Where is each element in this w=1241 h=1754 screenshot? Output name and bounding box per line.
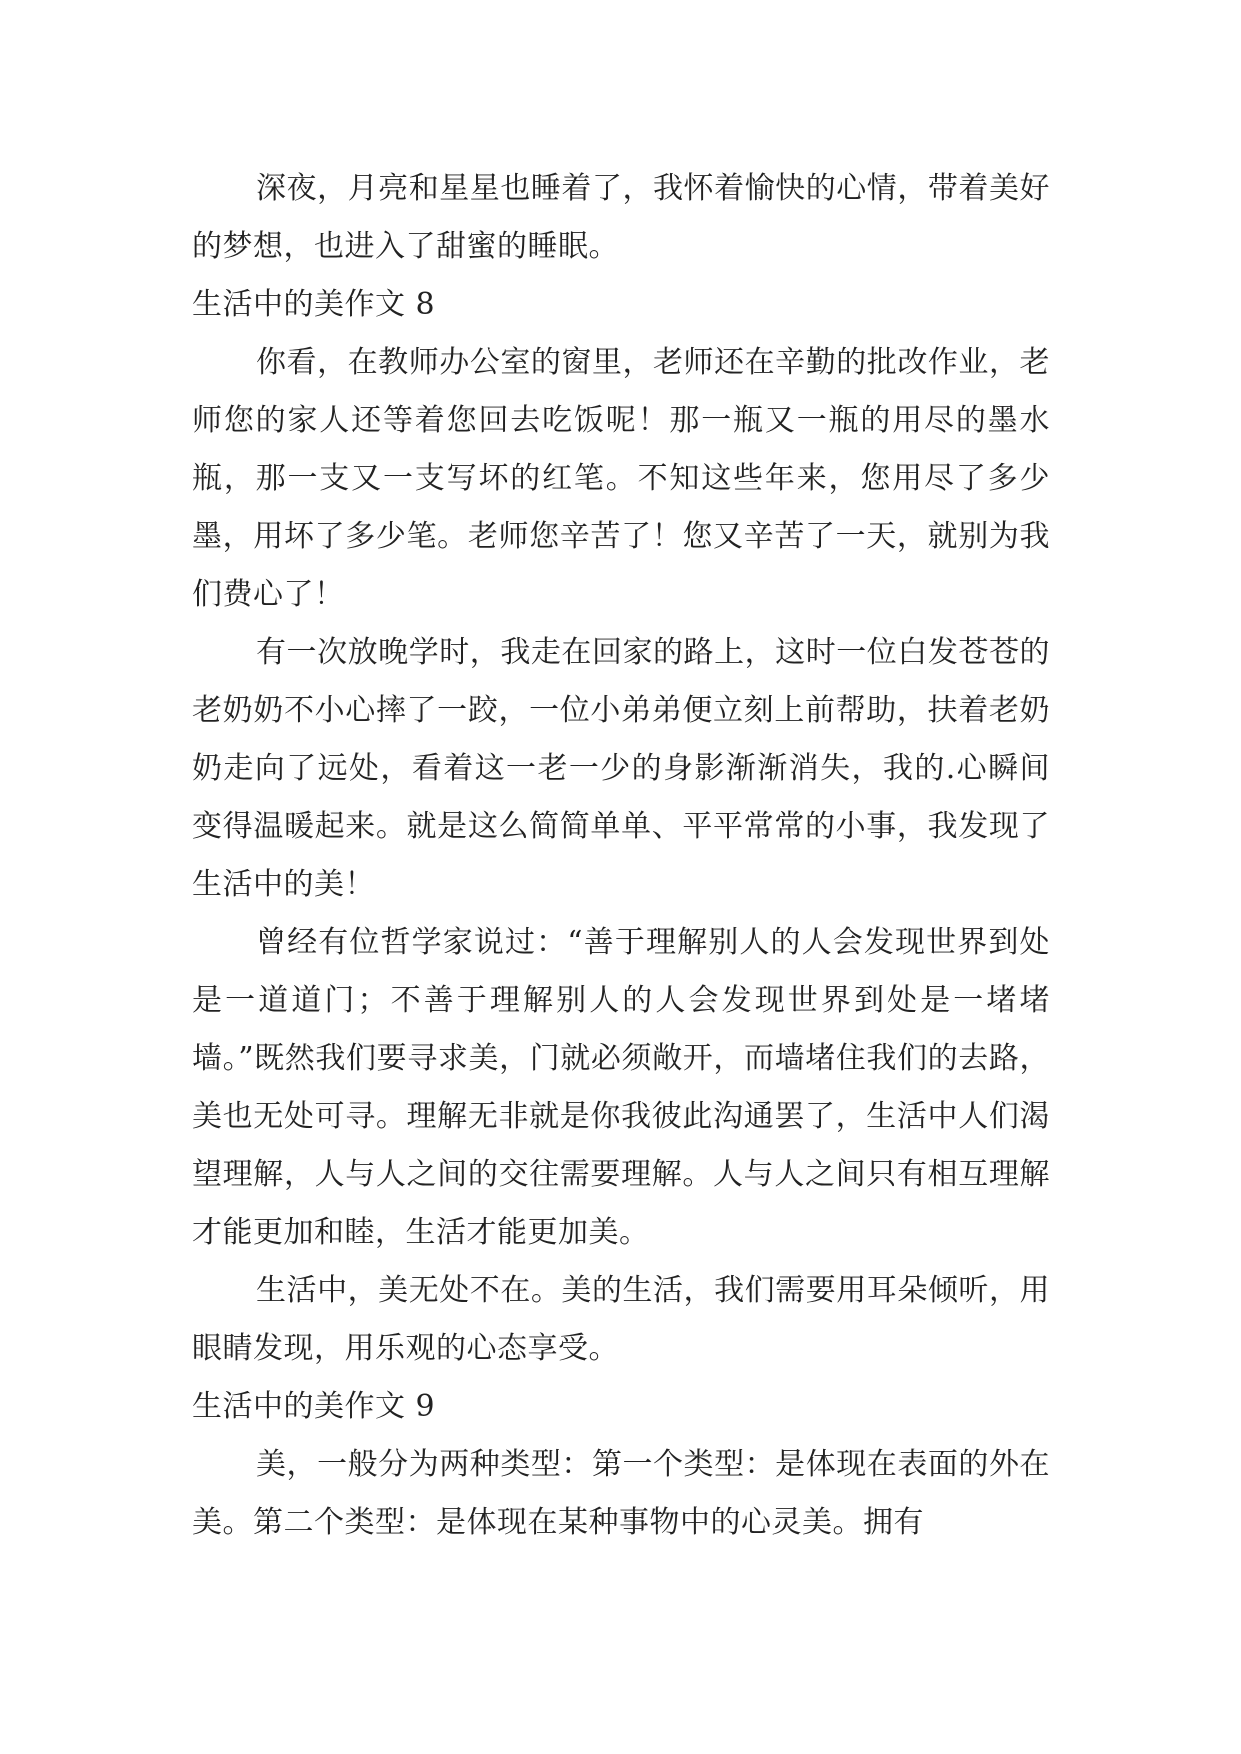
paragraph: 深夜，月亮和星星也睡着了，我怀着愉快的心情，带着美好的梦想，也进入了甜蜜的睡眠。 — [192, 171, 1050, 264]
paragraph: 曾经有位哲学家说过：“善于理解别人的人会发现世界到处是一道道门；不善于理解别人的人会发现世界到处是一堵堵墙。”既然我们要寻求美，门就必须敞开，而墙堵住我们的去路，美也无处可寻。理解无非就是你我彼此沟通罢了，生活中人们渴望理解，人与人之间的交往需要理解。人与人之间只有相互理解才能更加和睦，生活才能更加美。 — [192, 925, 1050, 1250]
paragraph: 生活中，美无处不在。美的生活，我们需要用耳朵倾听，用眼睛发现，用乐观的心态享受。 — [192, 1273, 1050, 1366]
paragraph: 你看，在教师办公室的窗里，老师还在辛勤的批改作业，老师您的家人还等着您回去吃饭呢！那一瓶又一瓶的用尽的墨水瓶，那一支又一支写坏的红笔。不知这些年来，您用尽了多少墨，用坏了多少笔。老师您辛苦了！您又辛苦了一天，就别为我们费心了！ — [192, 345, 1050, 612]
essay-heading: 生活中的美作文 9 — [192, 1389, 436, 1424]
paragraph: 有一次放晚学时，我走在回家的路上，这时一位白发苍苍的老奶奶不小心摔了一跤，一位小弟弟便立刻上前帮助，扶着老奶奶走向了远处，看着这一老一少的身影渐渐消失，我的.心瞬间变得温暖起来。就是这么简简单单、平平常常的小事，我发现了生活中的美！ — [192, 635, 1050, 902]
document-body — [192, 160, 1050, 1552]
essay-heading: 生活中的美作文 8 — [192, 287, 436, 322]
paragraph: 美，一般分为两种类型：第一个类型：是体现在表面的外在美。第二个类型：是体现在某种事物中的心灵美。拥有 — [192, 1447, 1050, 1540]
